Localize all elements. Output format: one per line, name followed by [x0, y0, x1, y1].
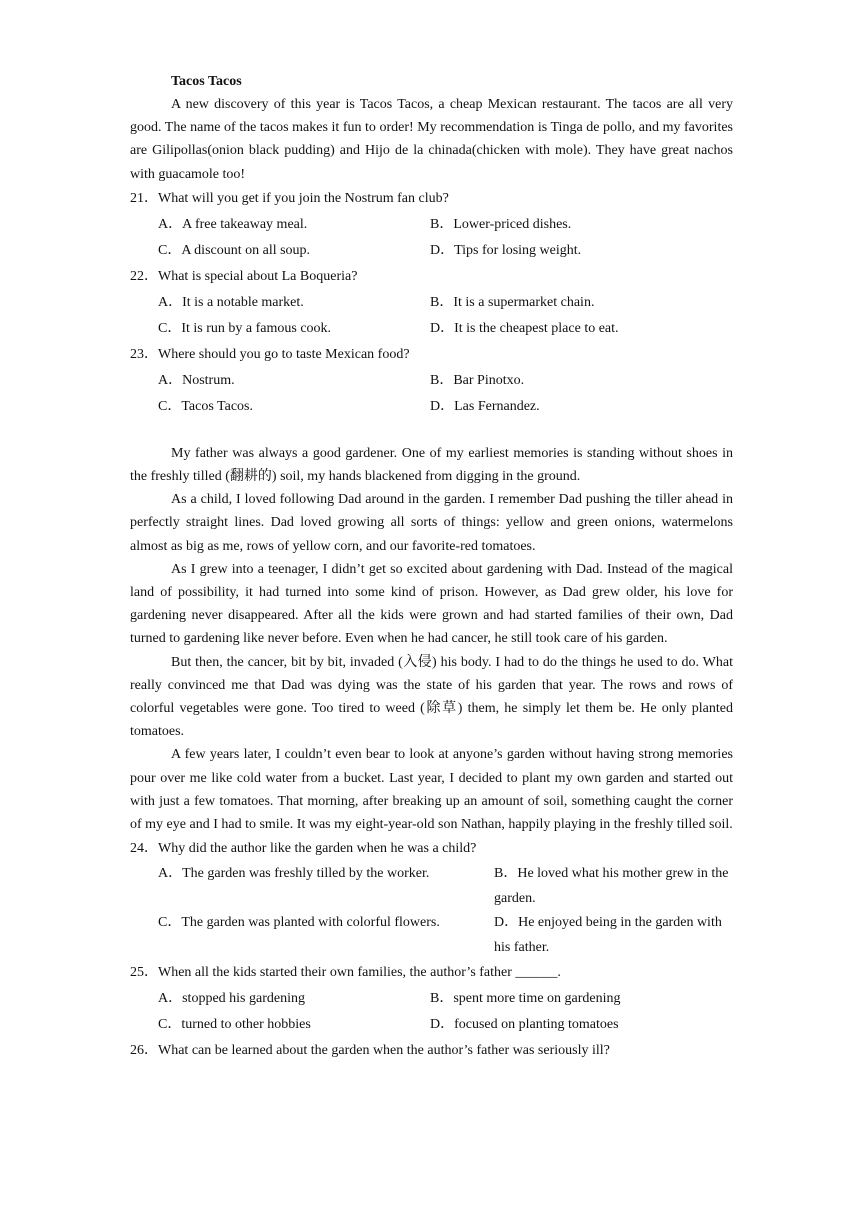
option-c[interactable]: C．It is run by a famous cook.: [158, 320, 332, 336]
question-text: What will you get if you join the Nostrum fan club?: [158, 190, 449, 206]
question-number: 25．: [130, 965, 158, 981]
option-d[interactable]: D．Tips for losing weight.: [430, 242, 582, 258]
question-25: [130, 960, 733, 986]
passage-paragraph: As I grew into a teenager, I didn’t get so excited about gardening with Dad. Instead of the magical land of possibility, it had turned into some kind of prison. However, as Dad grew older, his love for gardening never disappeared. After all the kids were grown and had started families of their own, Dad turned to gardening like never before. Even when he had cancer, he still took care of his garden.: [130, 561, 733, 647]
options-25: [158, 986, 733, 1038]
question-26: [130, 1038, 733, 1064]
option-b[interactable]: B．Lower-priced dishes.: [430, 216, 572, 232]
question-22: [130, 264, 733, 290]
passage-paragraph: A few years later, I couldn’t even bear to look at anyone’s garden without having strong memories pour over me like cold water from a bucket. Last year, I decided to plant my own garden and started out with just a few tomatoes. That morning, after breaking up an amount of soil, something caught the corner of my eye and I had to smile. It was my eight-year-old son Nathan, happily playing in the freshly tilled soil.: [130, 747, 733, 833]
option-c[interactable]: C．The garden was planted with colorful flowers.: [158, 915, 440, 931]
question-number: 24．: [130, 841, 158, 857]
option-d[interactable]: D．focused on planting tomatoes: [430, 1017, 619, 1033]
option-b[interactable]: B．Bar Pinotxo.: [430, 372, 525, 388]
option-d[interactable]: D．He enjoyed being in the garden with his father.: [494, 915, 722, 955]
passage-paragraph: My father was always a good gardener. One of my earliest memories is standing without shoes in the freshly tilled (翻耕的) soil, my hands blackened from digging in the ground.: [130, 445, 733, 485]
question-23: [130, 342, 733, 368]
options-21: [158, 212, 733, 264]
question-number: 26．: [130, 1043, 158, 1059]
options-23: [158, 368, 733, 420]
worksheet-page: [130, 70, 733, 1064]
options-24: [158, 862, 733, 960]
option-a[interactable]: A．The garden was freshly tilled by the worker.: [158, 866, 430, 882]
option-a[interactable]: A．A free takeaway meal.: [158, 216, 308, 232]
option-c[interactable]: C．A discount on all soup.: [158, 242, 311, 258]
option-a[interactable]: A．stopped his gardening: [158, 991, 305, 1007]
options-22: [158, 290, 733, 342]
question-number: 22．: [130, 268, 158, 284]
question-24: [130, 836, 733, 862]
question-text: What is special about La Boqueria?: [158, 268, 358, 284]
section-spacer: [130, 420, 733, 442]
passage-paragraph: As a child, I loved following Dad around in the garden. I remember Dad pushing the tiller ahead in perfectly straight lines. Dad loved growing all sorts of things: yellow and green onions, watermelons almost as big as me, rows of yellow corn, and our favorite-red tomatoes.: [130, 492, 733, 554]
question-text: Where should you go to taste Mexican food?: [158, 346, 410, 362]
question-number: 21．: [130, 190, 158, 206]
option-b[interactable]: B．It is a supermarket chain.: [430, 294, 595, 310]
passage-heading: Tacos Tacos: [171, 74, 242, 89]
option-b[interactable]: B．He loved what his mother grew in the garden.: [494, 866, 729, 906]
passage-paragraph: But then, the cancer, bit by bit, invaded (入侵) his body. I had to do the things he used to do. What really convinced me that Dad was dying was the state of his garden that year. The rows and rows of colorful vegetables were gone. Too tired to weed (除草) them, he simply let them be. He only planted tomatoes.: [130, 654, 733, 740]
option-c[interactable]: C．turned to other hobbies: [158, 1017, 311, 1033]
question-text: When all the kids started their own families, the author’s father ______.: [158, 965, 561, 981]
option-a[interactable]: A．Nostrum.: [158, 372, 235, 388]
question-text: Why did the author like the garden when he was a child?: [158, 841, 477, 857]
question-text: What can be learned about the garden when the author’s father was seriously ill?: [158, 1043, 610, 1059]
option-d[interactable]: D．Las Fernandez.: [430, 398, 540, 414]
option-c[interactable]: C．Tacos Tacos.: [158, 398, 253, 414]
question-number: 23．: [130, 346, 158, 362]
option-a[interactable]: A．It is a notable market.: [158, 294, 304, 310]
option-b[interactable]: B．spent more time on gardening: [430, 991, 621, 1007]
passage-paragraph: A new discovery of this year is Tacos Tacos, a cheap Mexican restaurant. The tacos are all very good. The name of the tacos makes it fun to order! My recommendation is Tinga de pollo, and my favorites are Gilipollas(onion black pudding) and Hijo de la chinada(chicken with mole). They have great nachos with guacamole too!: [130, 97, 733, 182]
question-21: [130, 186, 733, 212]
option-d[interactable]: D．It is the cheapest place to eat.: [430, 320, 619, 336]
